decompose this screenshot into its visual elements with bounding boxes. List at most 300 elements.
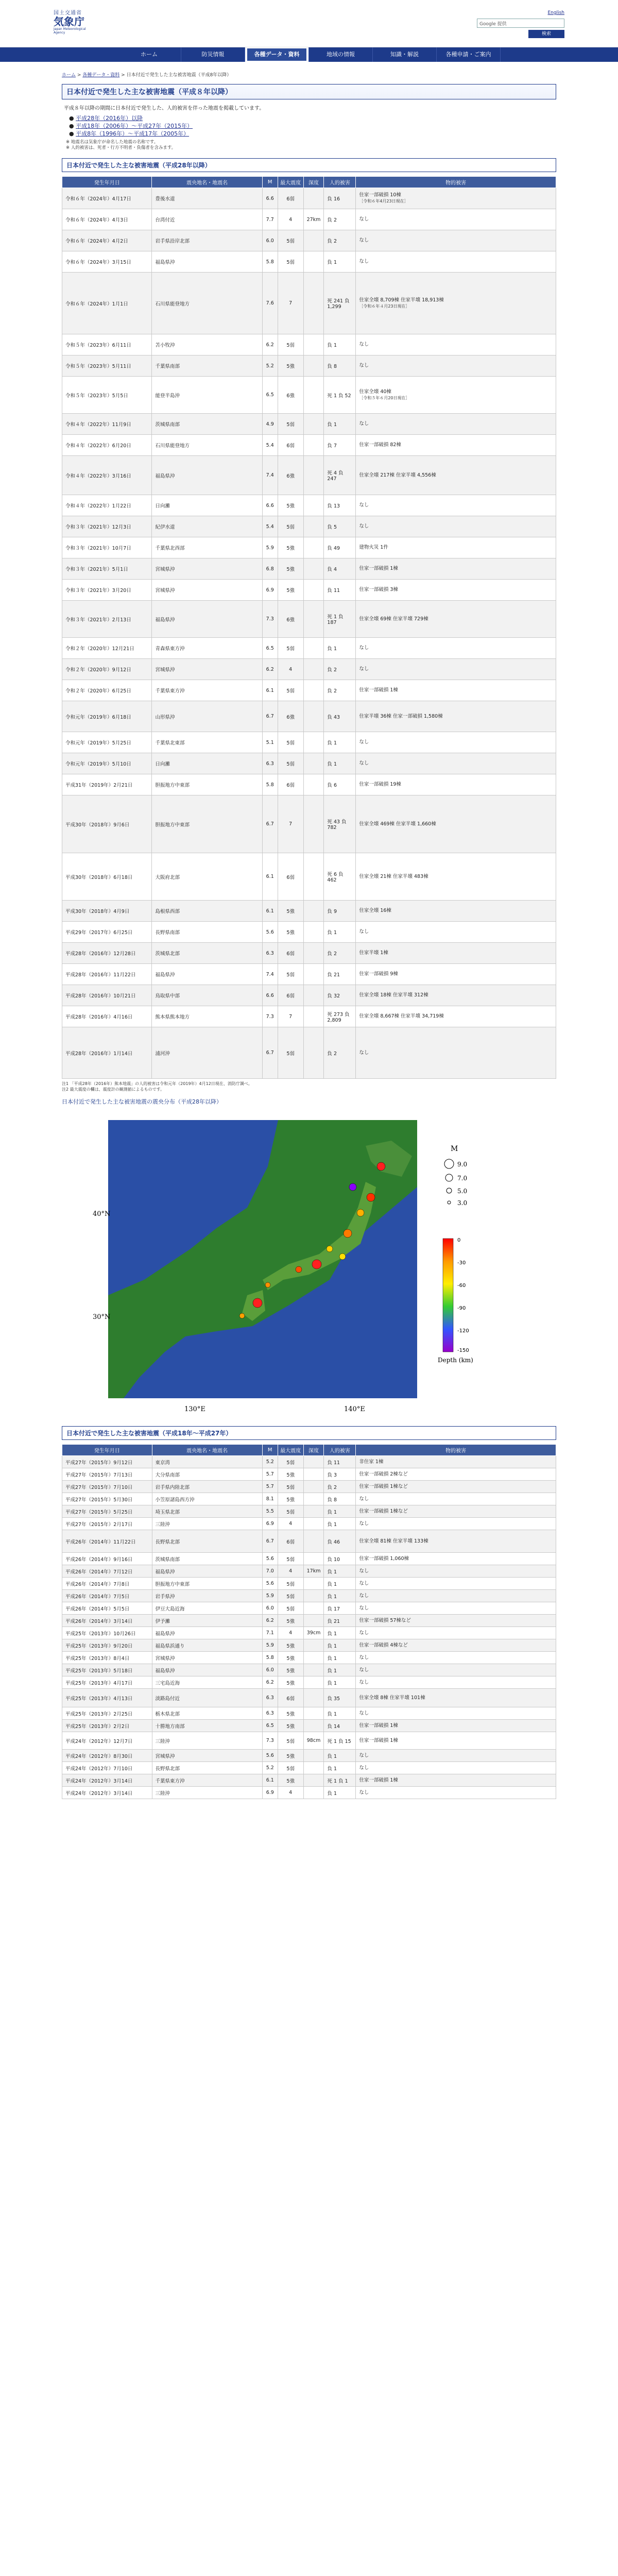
region-cell: 小笠原諸島西方沖 (152, 1493, 262, 1505)
max-intensity-cell: 6弱 (278, 1689, 303, 1707)
casualty-cell: 死 1 負 52 (324, 377, 356, 414)
tsunami-cell (303, 943, 324, 964)
casualty-cell: 負 1 (324, 1518, 356, 1530)
date-cell: 平成30年（2018年）6月18日 (62, 853, 152, 901)
region-cell: 福島県沖 (152, 1565, 262, 1578)
column-header: 人的被害 (324, 177, 356, 188)
lon-label: 130°E (184, 1405, 205, 1413)
depth-tick: -30 (457, 1260, 466, 1266)
max-intensity-cell: 5弱 (278, 1481, 303, 1493)
damage-cell (356, 922, 556, 943)
damage-date: ［令和６年４月23日現在］ (359, 303, 410, 309)
damage-cell (356, 638, 556, 659)
column-header: 物的被害 (356, 177, 556, 188)
damage-cell (356, 1615, 556, 1627)
max-intensity-cell: 5強 (278, 495, 303, 516)
max-intensity-cell: 7 (278, 273, 303, 334)
tsunami-cell (303, 230, 324, 251)
damage-text: なし (359, 1654, 369, 1660)
region-cell: 千葉県北西部 (152, 537, 262, 558)
max-intensity-cell: 5弱 (278, 516, 303, 537)
epicenter-dot (253, 1298, 262, 1308)
nav-item-label: 各種データ・資料 (247, 48, 306, 61)
damage-text: 住家全壊 81棟 住家半壊 133棟 (359, 1538, 428, 1544)
tsunami-cell (303, 355, 324, 377)
date-cell: 令和元年（2019年）5月10日 (62, 753, 152, 774)
casualty-cell: 負 16 (324, 188, 356, 209)
max-intensity-cell: 5強 (278, 558, 303, 580)
region-cell: 三陸沖 (152, 1518, 262, 1530)
damage-cell (356, 659, 556, 680)
tsunami-cell: 17km (303, 1565, 324, 1578)
max-intensity-cell: 5弱 (278, 1602, 303, 1615)
tsunami-cell (303, 1468, 324, 1481)
max-intensity-cell: 5弱 (278, 1590, 303, 1602)
date-cell: 令和４年（2022年）3月16日 (62, 456, 152, 495)
casualty-cell: 負 1 (324, 251, 356, 273)
damage-cell (356, 853, 556, 901)
casualty-cell: 負 2 (324, 209, 356, 230)
damage-text: なし (359, 523, 369, 529)
nav-item[interactable]: ホーム (117, 47, 181, 62)
tsunami-cell (303, 1530, 324, 1553)
column-header: 深度 (303, 1445, 324, 1456)
table-note-line: 注1 「平成28年（2016年）熊本地震」の人的被害は令和元年（2019年）4月12日現在、消防庁調べ。 (62, 1081, 252, 1086)
damage-text: なし (359, 739, 369, 745)
max-intensity-cell: 7 (278, 1006, 303, 1027)
damage-text: 住家全壊 217棟 住家半壊 4,556棟 (359, 472, 436, 478)
note-line: ※ 地震名は気象庁が命名した地震の名称です。 (66, 140, 159, 145)
magnitude-cell: 6.6 (262, 495, 278, 516)
table-row (62, 853, 556, 901)
logo-ministry: 国土交通省 (54, 10, 82, 16)
damage-cell (356, 1664, 556, 1676)
region-cell: 山形県沖 (152, 701, 262, 732)
date-cell: 令和６年（2024年）3月15日 (62, 251, 152, 273)
table-row (62, 901, 556, 922)
period-links (69, 114, 556, 138)
region-cell: 岩手県内陸北部 (152, 1481, 262, 1493)
damage-text: なし (359, 502, 369, 508)
magnitude-cell: 5.9 (262, 1639, 278, 1652)
casualty-cell: 負 2 (324, 230, 356, 251)
tsunami-cell: 39cm (303, 1627, 324, 1639)
damage-text: 建物火災 1件 (359, 545, 388, 550)
tsunami-cell (303, 1493, 324, 1505)
damage-cell (356, 1530, 556, 1553)
damage-cell (356, 701, 556, 732)
damage-text: 住家全壊 40棟 (359, 388, 391, 395)
region-cell: 福島県沖 (152, 1664, 262, 1676)
max-intensity-cell: 6弱 (278, 188, 303, 209)
magnitude-cell: 6.0 (262, 230, 278, 251)
period-link-2016[interactable]: 平成28年（2016年）以降 (76, 115, 143, 122)
casualty-cell: 負 11 (324, 1456, 356, 1468)
damage-text: なし (359, 645, 369, 651)
tsunami-cell: 98cm (303, 1732, 324, 1750)
table-row (62, 659, 556, 680)
tsunami-cell (303, 558, 324, 580)
region-cell: 宮城県沖 (152, 659, 262, 680)
max-intensity-cell: 5弱 (278, 334, 303, 355)
date-cell: 令和３年（2021年）10月7日 (62, 537, 152, 558)
tsunami-cell (303, 601, 324, 638)
damage-text: なし (359, 666, 369, 672)
table-row (62, 1732, 556, 1750)
max-intensity-cell: 6弱 (278, 853, 303, 901)
date-cell: 平成25年（2013年）4月17日 (62, 1676, 152, 1689)
date-cell: 令和６年（2024年）4月17日 (62, 188, 152, 209)
region-cell: 苫小牧沖 (152, 334, 262, 355)
tsunami-cell (303, 1639, 324, 1652)
date-cell: 令和２年（2020年）6月25日 (62, 680, 152, 701)
region-cell: 日向灘 (152, 495, 262, 516)
date-cell: 令和４年（2022年）6月20日 (62, 435, 152, 456)
magnitude-cell: 7.6 (262, 273, 278, 334)
damage-text: 住家一部破損 82棟 (359, 442, 401, 448)
casualty-cell: 負 2 (324, 943, 356, 964)
breadcrumb-data[interactable]: 各種データ・資料 (82, 73, 120, 78)
date-cell: 令和６年（2024年）1月1日 (62, 273, 152, 334)
damage-text: 住家一部破損 10棟 (359, 192, 401, 198)
casualty-cell: 負 1 (324, 1676, 356, 1689)
damage-text: なし (359, 1765, 369, 1771)
damage-cell (356, 1565, 556, 1578)
damage-text: なし (359, 1605, 369, 1611)
damage-cell (356, 1027, 556, 1079)
damage-text: 非住家 1棟 (359, 1459, 384, 1465)
damage-text: なし (359, 760, 369, 766)
legend-m-title: M (451, 1145, 458, 1153)
table-row (62, 1518, 556, 1530)
max-intensity-cell: 5弱 (278, 251, 303, 273)
date-cell: 平成27年（2015年）5月25日 (62, 1505, 152, 1518)
breadcrumb-home[interactable]: ホーム (62, 73, 76, 78)
magnitude-cell: 7.3 (262, 1732, 278, 1750)
tsunami-cell (303, 732, 324, 753)
max-intensity-cell: 7 (278, 795, 303, 853)
casualty-cell: 負 1 (324, 1578, 356, 1590)
date-cell: 平成25年（2013年）4月13日 (62, 1689, 152, 1707)
tsunami-cell (303, 853, 324, 901)
magnitude-cell: 5.8 (262, 251, 278, 273)
max-intensity-cell: 5弱 (278, 680, 303, 701)
nav-item[interactable] (245, 47, 309, 62)
header-tools (477, 10, 564, 38)
casualty-cell: 負 35 (324, 1689, 356, 1707)
magnitude-cell: 6.1 (262, 853, 278, 901)
damage-text: 住家一部破損 1棟 (359, 1737, 398, 1743)
damage-cell (356, 188, 556, 209)
region-cell: 福島県沖 (152, 601, 262, 638)
magnitude-cell: 5.2 (262, 1762, 278, 1774)
depth-tick: -60 (457, 1283, 466, 1289)
tsunami-cell (303, 456, 324, 495)
max-intensity-cell: 4 (278, 1627, 303, 1639)
tsunami-cell (303, 1006, 324, 1027)
table-row (62, 273, 556, 334)
jma-logo[interactable] (54, 8, 95, 35)
casualty-cell: 負 49 (324, 537, 356, 558)
table-row (62, 680, 556, 701)
tsunami-cell (303, 774, 324, 795)
max-intensity-cell: 5強 (278, 1774, 303, 1787)
damage-cell (356, 1639, 556, 1652)
tsunami-cell (303, 1676, 324, 1689)
tsunami-cell (303, 795, 324, 853)
max-intensity-cell: 5弱 (278, 1762, 303, 1774)
region-cell: 淡路島付近 (152, 1689, 262, 1707)
casualty-cell: 負 2 (324, 1481, 356, 1493)
magnitude-cell: 6.0 (262, 1664, 278, 1676)
damage-cell (356, 377, 556, 414)
casualty-cell: 負 1 (324, 922, 356, 943)
region-cell: 胆振地方中東部 (152, 795, 262, 853)
tsunami-cell (303, 188, 324, 209)
legend-circle (444, 1159, 454, 1168)
magnitude-cell: 5.6 (262, 1578, 278, 1590)
earthquake-table-2006 (62, 1444, 556, 1799)
damage-cell (356, 1518, 556, 1530)
damage-cell (356, 558, 556, 580)
max-intensity-cell: 5強 (278, 1720, 303, 1732)
table-row (62, 1027, 556, 1079)
damage-cell (356, 1627, 556, 1639)
region-cell: 福島県沖 (152, 1627, 262, 1639)
date-cell: 平成24年（2012年）3月14日 (62, 1774, 152, 1787)
casualty-cell: 負 1 (324, 1590, 356, 1602)
logo-english: Japan Meteorological Agency (54, 27, 86, 35)
region-cell: 三宅島近海 (152, 1676, 262, 1689)
magnitude-cell: 5.5 (262, 1505, 278, 1518)
period-link-1996[interactable]: 平成8年（1996年）～平成17年（2005年） (76, 130, 190, 137)
table-row (62, 701, 556, 732)
max-intensity-cell: 6強 (278, 601, 303, 638)
table-header-row (62, 1445, 556, 1456)
region-cell: 茨城県南部 (152, 414, 262, 435)
depth-label: Depth (km) (438, 1357, 473, 1364)
tsunami-cell (303, 1602, 324, 1615)
table-row (62, 1774, 556, 1787)
tsunami-cell (303, 251, 324, 273)
table-row (62, 1468, 556, 1481)
damage-cell (356, 1762, 556, 1774)
casualty-cell: 負 1 (324, 1707, 356, 1720)
damage-cell (356, 516, 556, 537)
date-cell: 平成24年（2012年）7月10日 (62, 1762, 152, 1774)
period-link-item: ● 平成28年（2016年）以降 (69, 115, 143, 122)
damage-cell (356, 537, 556, 558)
casualty-cell: 負 2 (324, 659, 356, 680)
damage-cell (356, 732, 556, 753)
table-row (62, 753, 556, 774)
max-intensity-cell: 5強 (278, 1468, 303, 1481)
casualty-cell: 負 10 (324, 1553, 356, 1565)
max-intensity-cell: 5強 (278, 1750, 303, 1762)
epicenter-dot (339, 1253, 346, 1260)
date-cell: 平成29年（2017年）6月25日 (62, 922, 152, 943)
table-row (62, 1689, 556, 1707)
table-row (62, 558, 556, 580)
damage-cell (356, 414, 556, 435)
region-cell: 福島県沖 (152, 251, 262, 273)
region-cell: 十勝地方南部 (152, 1720, 262, 1732)
damage-cell (356, 1505, 556, 1518)
date-cell: 平成28年（2016年）12月28日 (62, 943, 152, 964)
depth-tick: 0 (457, 1238, 461, 1243)
casualty-cell: 負 1 (324, 1664, 356, 1676)
damage-text: 住家一部破損 57棟など (359, 1617, 411, 1623)
english-link-wrap (477, 10, 564, 15)
table-row (62, 964, 556, 985)
damage-cell (356, 251, 556, 273)
epicenter-dot (344, 1229, 352, 1238)
table-row (62, 414, 556, 435)
damage-text: なし (359, 1630, 369, 1636)
region-cell: 千葉県東方沖 (152, 680, 262, 701)
region-cell: 石川県能登地方 (152, 435, 262, 456)
depth-tick: -120 (457, 1328, 469, 1334)
search-input[interactable]: Google 提供 (479, 22, 507, 27)
date-cell: 平成26年（2014年）7月5日 (62, 1590, 152, 1602)
magnitude-cell: 7.0 (262, 1565, 278, 1578)
magnitude-cell: 5.7 (262, 1481, 278, 1493)
magnitude-cell: 6.2 (262, 1615, 278, 1627)
breadcrumb: ホーム > 各種データ・資料 > 日本付近で発生した主な被害地震（平成8年以降） (62, 73, 232, 78)
table-row (62, 1493, 556, 1505)
max-intensity-cell: 6弱 (278, 435, 303, 456)
table-note-line: 注2 最大震度の欄は、震度計の観測値によるものです。 (62, 1087, 164, 1092)
damage-text: 住家一部破損 19棟 (359, 782, 401, 787)
magnitude-cell: 6.2 (262, 1676, 278, 1689)
lat-label: 30°N (93, 1313, 111, 1321)
max-intensity-cell: 5強 (278, 580, 303, 601)
magnitude-cell: 7.7 (262, 209, 278, 230)
table-row (62, 1553, 556, 1565)
damage-text: なし (359, 259, 369, 264)
section1-title: 日本付近で発生した主な被害地震（平成28年以降） (62, 158, 556, 172)
region-cell: 熊本県熊本地方 (152, 1006, 262, 1027)
english-link[interactable]: English (547, 10, 564, 15)
casualty-cell: 負 2 (324, 1027, 356, 1079)
region-cell: 千葉県南部 (152, 355, 262, 377)
legend-m-label: 3.0 (457, 1199, 468, 1207)
nav-item[interactable]: 知識・解説 (373, 47, 437, 62)
magnitude-cell: 7.3 (262, 601, 278, 638)
tsunami-cell (303, 638, 324, 659)
max-intensity-cell: 4 (278, 1518, 303, 1530)
casualty-cell: 負 21 (324, 964, 356, 985)
casualty-cell: 死 6 負 462 (324, 853, 356, 901)
region-cell: 宮城県沖 (152, 1750, 262, 1762)
magnitude-cell: 6.5 (262, 1720, 278, 1732)
column-header: 物的被害 (356, 1445, 556, 1456)
casualty-cell: 負 8 (324, 1493, 356, 1505)
damage-cell (356, 753, 556, 774)
casualty-cell: 負 9 (324, 901, 356, 922)
damage-text: 住家一部破損 1棟など (359, 1508, 408, 1514)
max-intensity-cell: 5弱 (278, 638, 303, 659)
region-cell: 茨城県南部 (152, 1553, 262, 1565)
damage-cell (356, 1720, 556, 1732)
max-intensity-cell: 5強 (278, 1664, 303, 1676)
region-cell: 胆振地方中東部 (152, 1578, 262, 1590)
magnitude-cell: 6.3 (262, 1689, 278, 1707)
date-cell: 平成26年（2014年）9月16日 (62, 1553, 152, 1565)
table-row (62, 1652, 556, 1664)
max-intensity-cell: 5強 (278, 1652, 303, 1664)
magnitude-cell: 6.2 (262, 659, 278, 680)
damage-text: なし (359, 1789, 369, 1795)
max-intensity-cell: 6強 (278, 701, 303, 732)
column-header: 最大震度 (278, 1445, 303, 1456)
region-cell: 長野県南部 (152, 922, 262, 943)
nav-item[interactable]: 防災情報 (181, 47, 245, 62)
damage-cell (356, 1468, 556, 1481)
damage-text: 住家全壊 16棟 (359, 908, 391, 913)
region-cell: 三陸沖 (152, 1732, 262, 1750)
damage-text: なし (359, 1679, 369, 1685)
epicenter-dot (265, 1282, 270, 1287)
table-row (62, 456, 556, 495)
damage-text: なし (359, 1520, 369, 1527)
period-link-2006[interactable]: 平成18年（2006年）～平成27年（2015年） (76, 123, 193, 129)
damage-text: 住家一部破損 3棟 (359, 587, 398, 592)
region-cell: 茨城県北部 (152, 943, 262, 964)
date-cell: 令和６年（2024年）4月2日 (62, 230, 152, 251)
date-cell: 平成25年（2013年）9月20日 (62, 1639, 152, 1652)
max-intensity-cell: 4 (278, 209, 303, 230)
date-cell: 平成24年（2012年）8月30日 (62, 1750, 152, 1762)
tsunami-cell (303, 659, 324, 680)
damage-cell (356, 774, 556, 795)
casualty-cell: 負 1 (324, 1627, 356, 1639)
max-intensity-cell: 5強 (278, 922, 303, 943)
nav-item[interactable]: 各種申請・ご案内 (437, 47, 501, 62)
epicenter-dot (357, 1209, 364, 1216)
max-intensity-cell: 6強 (278, 456, 303, 495)
table-row (62, 1720, 556, 1732)
casualty-cell: 死 43 負 782 (324, 795, 356, 853)
damage-text: 住家全壊 8,667棟 住家半壊 34,719棟 (359, 1013, 444, 1019)
date-cell: 平成26年（2014年）7月12日 (62, 1565, 152, 1578)
table-row (62, 601, 556, 638)
damage-text: なし (359, 1568, 369, 1574)
search-button[interactable]: 検索 (528, 30, 564, 38)
damage-text: 住家一部破損 1棟 (359, 1777, 398, 1783)
table-row (62, 435, 556, 456)
max-intensity-cell: 5弱 (278, 414, 303, 435)
casualty-cell: 負 3 (324, 1468, 356, 1481)
magnitude-cell: 6.3 (262, 1707, 278, 1720)
site-header (0, 0, 618, 47)
damage-cell (356, 1707, 556, 1720)
nav-item[interactable]: 地域の情報 (309, 47, 373, 62)
max-intensity-cell: 5弱 (278, 1505, 303, 1518)
damage-cell (356, 964, 556, 985)
tsunami-cell (303, 680, 324, 701)
region-cell: 千葉県東方沖 (152, 1774, 262, 1787)
table-row (62, 732, 556, 753)
epicenter-map-svg (62, 1110, 556, 1419)
epicenter-dot (349, 1183, 356, 1191)
epicenter-dot (312, 1260, 321, 1269)
damage-text: なし (359, 1667, 369, 1673)
region-cell: 日向灘 (152, 753, 262, 774)
date-cell: 平成28年（2016年）4月16日 (62, 1006, 152, 1027)
casualty-cell: 負 43 (324, 701, 356, 732)
damage-text: なし (359, 342, 369, 347)
